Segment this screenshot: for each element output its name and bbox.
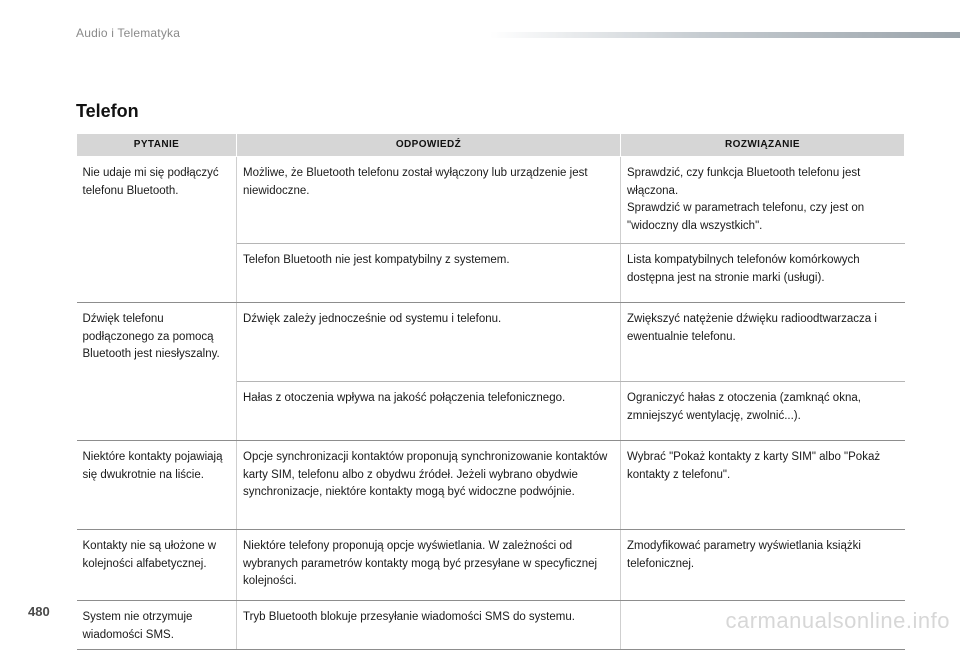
page-number: 480 (28, 604, 50, 619)
section-header: Audio i Telematyka (76, 26, 181, 40)
question-cell: System nie otrzymuje wiadomości SMS. (77, 601, 237, 650)
faq-table-body (77, 157, 905, 650)
header-decorative-bar (490, 32, 960, 38)
question-cell: Nie udaje mi się podłączyć telefonu Bluetooth. (77, 157, 237, 303)
question-cell: Niektóre kontakty pojawiają się dwukrotnie na liście. (77, 441, 237, 530)
answer-cell: Hałas z otoczenia wpływa na jakość połączenia telefonicznego. (237, 382, 621, 441)
table-row (77, 157, 905, 244)
table-row (77, 530, 905, 601)
solution-cell: Sprawdzić, czy funkcja Bluetooth telefonu jest włączona. Sprawdzić w parametrach telefonu, czy jest on "widoczny dla wszystkich". (621, 157, 905, 244)
solution-cell: Wybrać "Pokaż kontakty z karty SIM" albo "Pokaż kontakty z telefonu". (621, 441, 905, 530)
column-header-answer: ODPOWIEDŹ (237, 134, 621, 157)
answer-cell: Tryb Bluetooth blokuje przesyłanie wiadomości SMS do systemu. (237, 601, 621, 650)
watermark: carmanualsonline.info (725, 608, 950, 633)
faq-table (76, 133, 905, 650)
answer-cell: Dźwięk zależy jednocześnie od systemu i telefonu. (237, 303, 621, 382)
solution-cell: Lista kompatybilnych telefonów komórkowych dostępna jest na stronie marki (usługi). (621, 244, 905, 303)
column-header-solution: ROZWIĄZANIE (621, 134, 905, 157)
solution-cell: Zwiększyć natężenie dźwięku radioodtwarzacza i ewentualnie telefonu. (621, 303, 905, 382)
answer-cell: Opcje synchronizacji kontaktów proponują synchronizowanie kontaktów karty SIM, telefonu albo z obydwu źródeł. Jeżeli wybrano obydwie synchronizacje, niektóre kontakty mogą być widoczne podwójnie. (237, 441, 621, 530)
answer-cell: Niektóre telefony proponują opcje wyświetlania. W zależności od wybranych parametrów kontakty mogą być przesyłane w specyficznej kolejności. (237, 530, 621, 601)
table-row (77, 441, 905, 530)
solution-cell: Zmodyfikować parametry wyświetlania książki telefonicznej. (621, 530, 905, 601)
page-title: Telefon (76, 101, 139, 121)
answer-cell: Telefon Bluetooth nie jest kompatybilny z systemem. (237, 244, 621, 303)
question-cell: Dźwięk telefonu podłączonego za pomocą Bluetooth jest niesłyszalny. (77, 303, 237, 441)
question-cell: Kontakty nie są ułożone w kolejności alfabetycznej. (77, 530, 237, 601)
solution-cell: Ograniczyć hałas z otoczenia (zamknąć okna, zmniejszyć wentylację, zwolnić...). (621, 382, 905, 441)
table-header-row (77, 134, 905, 157)
table-row (77, 303, 905, 382)
answer-cell: Możliwe, że Bluetooth telefonu został wyłączony lub urządzenie jest niewidoczne. (237, 157, 621, 244)
column-header-question: PYTANIE (77, 134, 237, 157)
